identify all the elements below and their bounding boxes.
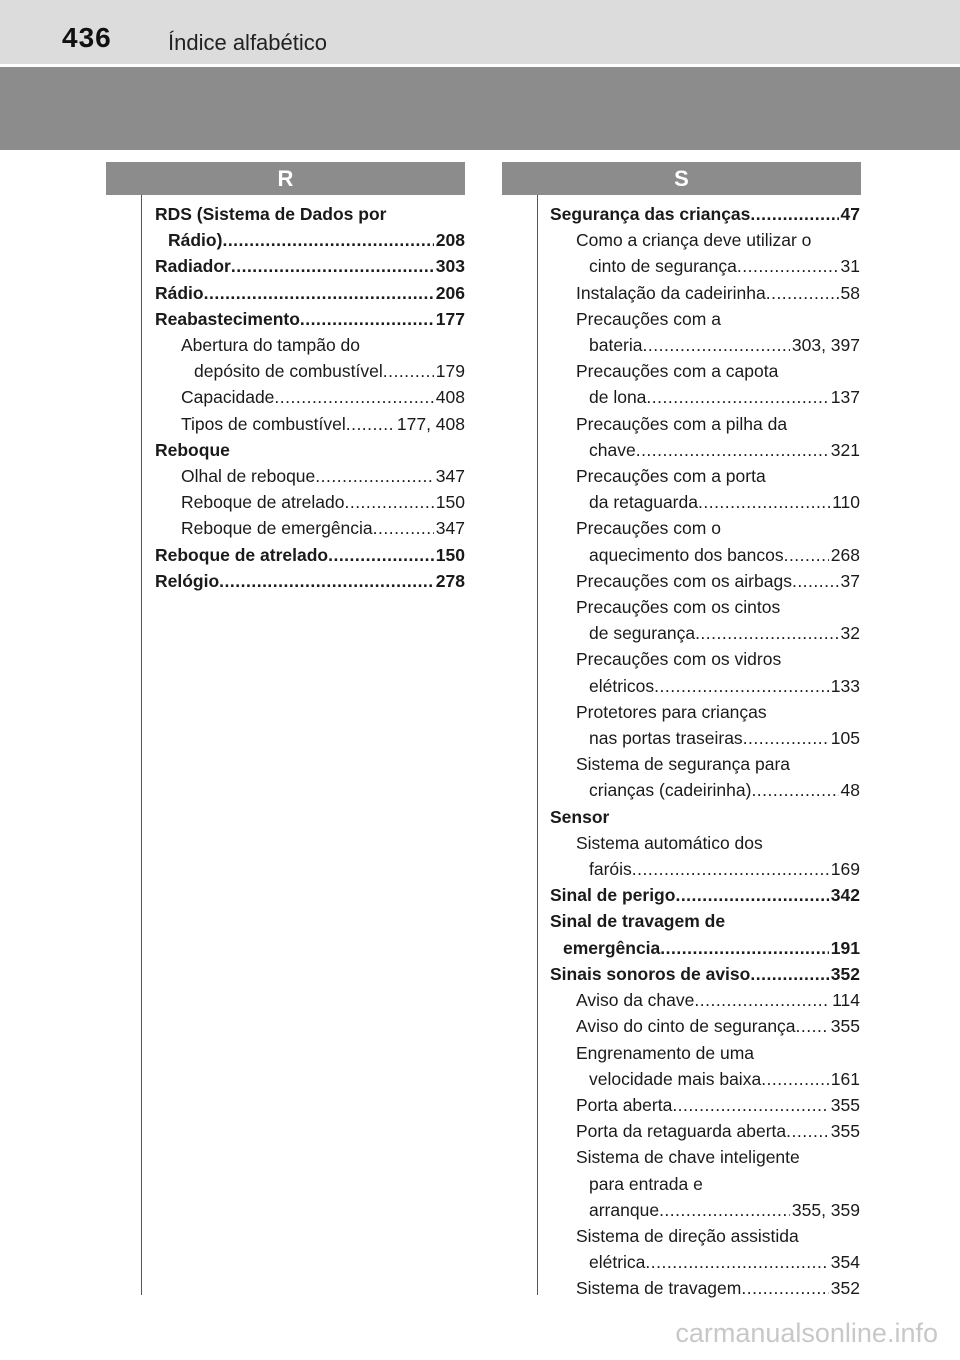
dot-leader xyxy=(761,1066,829,1092)
entry-text: depósito de combustível xyxy=(194,361,383,382)
entry-text: nas portas traseiras xyxy=(589,728,743,749)
index-entry xyxy=(550,646,860,698)
entry-text: Precauções com a porta xyxy=(576,466,766,487)
entry-leader-row xyxy=(155,227,465,253)
entry-text: Aviso do cinto de segurança xyxy=(576,1016,796,1037)
index-entry xyxy=(550,1013,860,1039)
index-entry xyxy=(155,384,465,410)
index-entry xyxy=(550,1223,860,1275)
dot-leader xyxy=(694,987,830,1013)
entry-leader-row xyxy=(576,1066,860,1092)
entry-text: Precauções com a capota xyxy=(576,361,779,382)
index-entry xyxy=(155,515,465,541)
entry-leader-row xyxy=(576,987,860,1013)
entry-text: cinto de segurança xyxy=(589,256,737,277)
entry-leader-row xyxy=(576,1118,860,1144)
page-number: 436 xyxy=(62,22,112,53)
entry-text: Reboque xyxy=(155,439,230,460)
entry-page-ref: 150 xyxy=(435,544,465,565)
entry-leader-row xyxy=(576,332,860,358)
entry-page-ref: 161 xyxy=(830,1068,860,1089)
index-entry xyxy=(550,280,860,306)
entry-page-ref: 177, 408 xyxy=(396,413,465,434)
entry-text: Sistema de direção assistida xyxy=(576,1225,799,1246)
entry-leader-row xyxy=(576,542,860,568)
entry-page-ref: 355, 359 xyxy=(791,1199,860,1220)
entry-leader-row xyxy=(155,253,465,279)
letter-tab-r: R xyxy=(106,162,465,195)
entry-leader-row xyxy=(181,463,465,489)
entry-page-ref: 48 xyxy=(840,780,860,801)
dot-leader xyxy=(344,489,433,515)
index-entry xyxy=(550,1092,860,1118)
index-entry xyxy=(550,961,860,987)
entry-leader-row xyxy=(550,882,860,908)
entry-leader-row xyxy=(576,489,860,515)
dot-leader xyxy=(698,489,830,515)
entry-page-ref: 408 xyxy=(435,387,465,408)
dot-leader xyxy=(643,332,790,358)
index-entry xyxy=(550,515,860,567)
index-entry xyxy=(155,542,465,568)
entry-page-ref: 354 xyxy=(830,1252,860,1273)
dot-leader xyxy=(743,725,829,751)
index-entry xyxy=(155,437,465,463)
entry-text: Radiador xyxy=(155,256,231,277)
entry-page-ref: 352 xyxy=(830,1278,860,1299)
index-entry xyxy=(550,987,860,1013)
dot-leader xyxy=(383,358,434,384)
entry-page-ref: 105 xyxy=(830,728,860,749)
entry-text: Segurança das crianças xyxy=(550,204,751,224)
dot-leader xyxy=(654,673,829,699)
index-entry xyxy=(550,568,860,594)
dot-leader xyxy=(645,1249,828,1275)
index-entry xyxy=(550,699,860,751)
entry-leader-row xyxy=(576,437,860,463)
index-entry xyxy=(550,463,860,515)
entry-text: crianças (cadeirinha) xyxy=(589,780,752,801)
entry-text: Precauções com a pilha da xyxy=(576,413,788,434)
entry-leader-row xyxy=(155,568,465,594)
entry-text: velocidade mais baixa xyxy=(589,1068,762,1089)
dot-leader xyxy=(659,1197,790,1223)
entry-text: chave xyxy=(589,439,636,460)
dot-leader xyxy=(660,935,829,961)
index-entry xyxy=(550,882,860,908)
entry-text: Sistema de travagem xyxy=(576,1278,742,1299)
entry-text: Sistema de segurança para xyxy=(576,754,791,775)
entry-page-ref: 32 xyxy=(840,623,860,644)
entry-page-ref: 169 xyxy=(830,859,860,880)
entry-text: Relógio xyxy=(155,570,220,591)
dot-leader xyxy=(328,542,434,568)
index-entry xyxy=(550,1275,860,1301)
index-entry xyxy=(550,201,860,227)
entry-text: Como a criança deve utilizar o xyxy=(576,230,812,251)
entry-page-ref: 303, 397 xyxy=(791,335,860,356)
entry-leader-row xyxy=(576,568,860,594)
entry-text: Protetores para crianças xyxy=(576,701,767,722)
entry-leader-row xyxy=(181,358,465,384)
entry-page-ref: 191 xyxy=(830,937,860,958)
index-column-r xyxy=(155,201,465,594)
dot-leader xyxy=(219,568,434,594)
entry-page-ref: 278 xyxy=(435,570,465,591)
dot-leader xyxy=(300,306,434,332)
entry-leader-row xyxy=(576,1197,860,1223)
entry-page-ref: 303 xyxy=(435,256,465,277)
dot-leader xyxy=(346,411,395,437)
entry-leader-row xyxy=(576,725,860,751)
entry-text: Precauções com os airbags xyxy=(576,570,792,591)
dot-leader xyxy=(741,1275,828,1301)
entry-text: Sistema automático dos xyxy=(576,832,763,853)
entry-leader-row xyxy=(576,777,860,803)
entry-text: RDS (Sistema de Dados por xyxy=(155,204,387,224)
index-entry xyxy=(155,568,465,594)
entry-text: Precauções com a xyxy=(576,308,721,329)
index-entry xyxy=(550,1118,860,1144)
index-entry xyxy=(550,751,860,803)
entry-text: arranque xyxy=(589,1199,660,1220)
entry-page-ref: 47 xyxy=(840,204,860,224)
dot-leader xyxy=(672,1092,828,1118)
entry-leader-row xyxy=(576,280,860,306)
dot-leader xyxy=(204,280,434,306)
section-title: Índice alfabético xyxy=(168,30,327,55)
dot-leader xyxy=(784,542,829,568)
entry-text: elétricos xyxy=(589,675,655,696)
header-band xyxy=(0,67,960,150)
entry-text: Sensor xyxy=(550,806,610,827)
entry-page-ref: 114 xyxy=(832,990,860,1011)
index-entry xyxy=(550,804,860,830)
entry-leader-row xyxy=(550,935,860,961)
index-entry xyxy=(550,411,860,463)
entry-leader-row xyxy=(181,515,465,541)
entry-text: Reabastecimento xyxy=(155,308,300,329)
entry-text: Rádio xyxy=(155,282,204,303)
entry-text: Reboque de emergência xyxy=(181,518,373,539)
entry-leader-row xyxy=(576,384,860,410)
entry-leader-row xyxy=(576,1249,860,1275)
entry-leader-row xyxy=(576,1092,860,1118)
entry-text: aquecimento dos bancos xyxy=(589,544,784,565)
dot-leader xyxy=(786,1118,829,1144)
entry-text: Rádio) xyxy=(168,230,223,251)
index-entry xyxy=(550,594,860,646)
entry-page-ref: 110 xyxy=(832,492,860,513)
index-entry xyxy=(155,332,465,384)
index-entry xyxy=(550,830,860,882)
entry-text: Abertura do tampão do xyxy=(181,335,361,356)
entry-page-ref: 58 xyxy=(840,282,860,303)
entry-text: Capacidade xyxy=(181,387,275,408)
column-rule-right xyxy=(537,195,538,1295)
entry-leader-row xyxy=(576,673,860,699)
entry-page-ref: 355 xyxy=(830,1094,860,1115)
page-header xyxy=(0,0,960,64)
entry-leader-row xyxy=(155,280,465,306)
dot-leader xyxy=(751,777,838,803)
entry-text: Porta da retaguarda aberta xyxy=(576,1121,787,1142)
entry-page-ref: 355 xyxy=(830,1016,860,1037)
entry-text: Sinal de travagem de xyxy=(550,911,726,932)
entry-text: Sinal de perigo xyxy=(550,885,676,906)
entry-text: de segurança xyxy=(589,623,696,644)
index-entry xyxy=(550,227,860,279)
index-entry xyxy=(155,280,465,306)
dot-leader xyxy=(231,253,434,279)
entry-leader-row xyxy=(550,201,860,227)
entry-text: Sinais sonoros de aviso xyxy=(550,963,751,984)
entry-page-ref: 177 xyxy=(435,308,465,329)
index-entry xyxy=(155,201,465,253)
entry-page-ref: 347 xyxy=(435,518,465,539)
entry-leader-row xyxy=(155,542,465,568)
entry-page-ref: 268 xyxy=(830,544,860,565)
letter-tab-s: S xyxy=(502,162,861,195)
index-entry xyxy=(550,1040,860,1092)
entry-leader-row xyxy=(181,411,465,437)
dot-leader xyxy=(737,253,839,279)
dot-leader xyxy=(632,856,829,882)
entry-text: emergência xyxy=(563,937,661,958)
entry-leader-row xyxy=(576,1275,860,1301)
watermark: carmanualsonline.info xyxy=(675,1318,938,1348)
entry-text: da retaguarda xyxy=(589,492,698,513)
entry-text: Reboque de atrelado xyxy=(181,492,345,513)
entry-page-ref: 179 xyxy=(435,361,465,382)
entry-text: Sistema de chave inteligente xyxy=(576,1147,800,1168)
index-entry xyxy=(550,908,860,960)
dot-leader xyxy=(636,437,829,463)
entry-page-ref: 206 xyxy=(435,282,465,303)
entry-leader-row xyxy=(576,856,860,882)
entry-leader-row xyxy=(181,384,465,410)
index-entry xyxy=(550,306,860,358)
entry-page-ref: 150 xyxy=(435,492,465,513)
entry-leader-row xyxy=(155,306,465,332)
dot-leader xyxy=(274,384,433,410)
entry-text: Precauções com os vidros xyxy=(576,649,782,670)
entry-text: Engrenamento de uma xyxy=(576,1042,755,1063)
index-entry xyxy=(550,1144,860,1223)
dot-leader xyxy=(750,201,838,227)
index-entry xyxy=(155,411,465,437)
entry-page-ref: 347 xyxy=(435,466,465,487)
dot-leader xyxy=(695,620,838,646)
entry-text: Precauções com o xyxy=(576,518,721,539)
dot-leader xyxy=(646,384,828,410)
entry-text: Tipos de combustível xyxy=(181,413,346,434)
entry-text: faróis xyxy=(589,859,632,880)
entry-page-ref: 137 xyxy=(830,387,860,408)
entry-text: bateria xyxy=(589,335,643,356)
entry-page-ref: 342 xyxy=(830,885,860,906)
entry-text: Aviso da chave xyxy=(576,990,695,1011)
entry-leader-row xyxy=(576,1013,860,1039)
dot-leader xyxy=(373,515,434,541)
entry-page-ref: 208 xyxy=(435,230,465,251)
dot-leader xyxy=(796,1013,829,1039)
entry-leader-row xyxy=(550,961,860,987)
index-entry xyxy=(155,306,465,332)
entry-page-ref: 37 xyxy=(840,570,860,591)
index-entry xyxy=(155,253,465,279)
dot-leader xyxy=(792,568,839,594)
entry-page-ref: 355 xyxy=(830,1121,860,1142)
entry-text: Reboque de atrelado xyxy=(155,544,329,565)
column-rule-left xyxy=(141,195,142,1295)
dot-leader xyxy=(222,227,433,253)
entry-text: elétrica xyxy=(589,1252,646,1273)
index-entry xyxy=(155,463,465,489)
dot-leader xyxy=(675,882,828,908)
entry-leader-row xyxy=(181,489,465,515)
entry-text: de lona xyxy=(589,387,647,408)
dot-leader xyxy=(766,280,839,306)
entry-page-ref: 31 xyxy=(840,256,860,277)
entry-text: Porta aberta xyxy=(576,1094,673,1115)
dot-leader xyxy=(750,961,828,987)
entry-leader-row xyxy=(576,253,860,279)
entry-leader-row xyxy=(576,620,860,646)
index-entry xyxy=(550,358,860,410)
entry-text: Instalação da cadeirinha xyxy=(576,282,766,303)
entry-page-ref: 352 xyxy=(830,963,860,984)
index-column-s xyxy=(550,201,860,1302)
dot-leader xyxy=(315,463,434,489)
entry-page-ref: 133 xyxy=(830,675,860,696)
entry-text: Olhal de reboque xyxy=(181,466,316,487)
entry-text: Precauções com os cintos xyxy=(576,597,781,618)
entry-text: para entrada e xyxy=(589,1173,703,1194)
index-entry xyxy=(155,489,465,515)
entry-page-ref: 321 xyxy=(830,439,860,460)
